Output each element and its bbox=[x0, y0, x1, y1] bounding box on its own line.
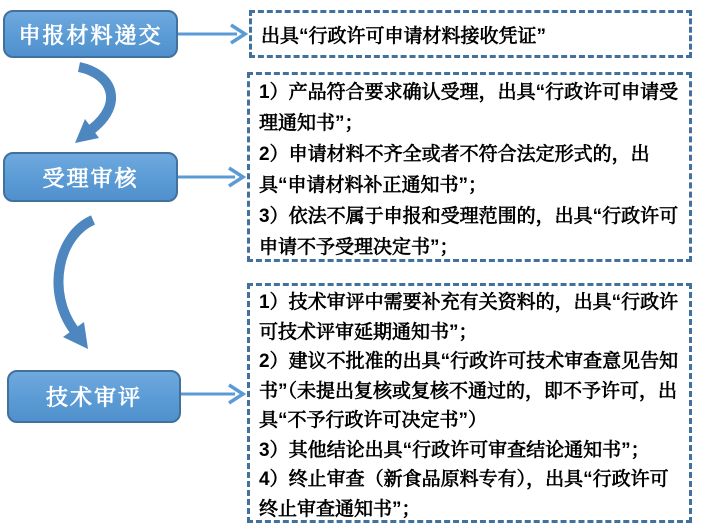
output-box-acceptance-review bbox=[247, 72, 692, 262]
output-item: 出具“行政许可申请材料接收凭证” bbox=[261, 25, 547, 47]
output-item: 3）其他结论出具“行政许可审查结论通知书”； bbox=[259, 439, 650, 461]
output-item: 2）建议不批准的出具“行政许可技术审查意见告知书”（未提出复核或复核不通过的，即不予许可，出具“不予行政许可决定书”） bbox=[259, 351, 679, 431]
output-item: 2）申请材料不齐全或者不符合法定形式的，出具“申请材料补正通知书”； bbox=[259, 144, 650, 196]
flow-node-technical-review bbox=[7, 370, 181, 423]
arrow-step2-to-output2 bbox=[178, 168, 243, 186]
flow-node-label: 受理审核 bbox=[42, 165, 139, 191]
flow-node-label: 申报材料递交 bbox=[18, 22, 163, 48]
arrow-step1-to-output1 bbox=[178, 25, 245, 43]
output-item: 3）依法不属于申报和受理范围的，出具“行政许可申请不予受理决定书”； bbox=[259, 206, 679, 258]
flow-node-material-submission bbox=[3, 10, 178, 58]
output-item: 4）终止审查（新食品原料专有），出具“行政许可终止审查通知书”； bbox=[259, 469, 669, 520]
flow-node-label: 技术审评 bbox=[45, 385, 142, 410]
output-item: 1）技术审评中需要补充有关资料的，出具“行政许可技术评审延期通知书”； bbox=[259, 292, 679, 343]
curved-arrow-step2-to-step3 bbox=[58, 220, 93, 349]
curved-arrow-step1-to-step2 bbox=[75, 67, 111, 143]
arrow-step3-to-output3 bbox=[181, 385, 243, 403]
output-box-material-submission bbox=[249, 10, 692, 58]
output-item: 1）产品符合要求确认受理，出具“行政许可申请受理通知书”； bbox=[259, 82, 679, 134]
output-box-technical-review bbox=[247, 283, 692, 523]
flow-node-acceptance-review bbox=[3, 152, 178, 202]
